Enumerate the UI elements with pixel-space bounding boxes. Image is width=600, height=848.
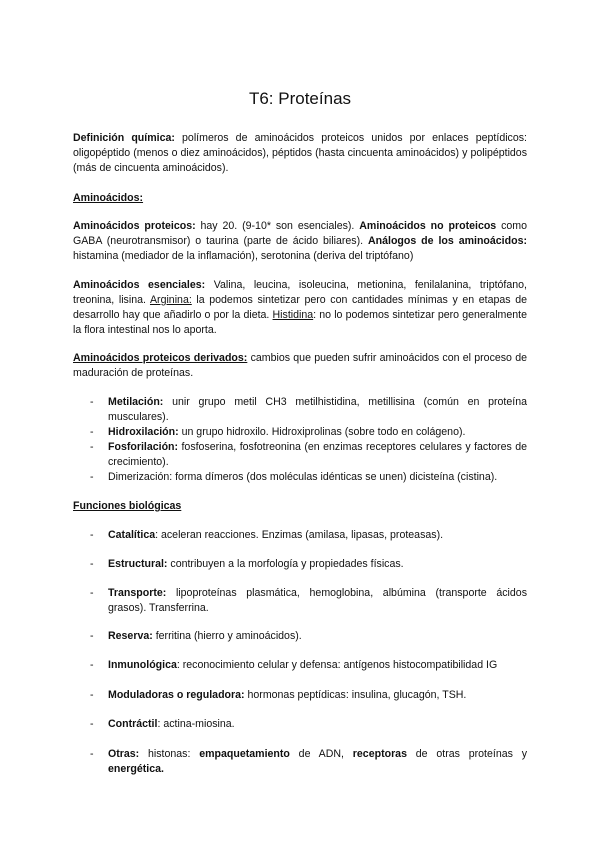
list-item <box>73 658 527 673</box>
dash-bullet: - <box>90 718 94 730</box>
dash-bullet: - <box>90 659 94 671</box>
arginina-label: Arginina: <box>149 294 192 306</box>
empaquetamiento-term: empaquetamiento <box>199 748 290 760</box>
metilacion-label: Metilación: <box>108 396 164 408</box>
contractil-text: : actina-miosina. <box>157 718 235 730</box>
hidroxilacion-text: un grupo hidroxilo. Hidroxiprolinas (sobre todo en colágeno). <box>178 426 466 438</box>
metilacion-text: unir grupo metil CH3 metilhistidina, metillisina (común en proteína musculares). <box>108 396 527 423</box>
estructural-text: contribuyen a la morfología y propiedades físicas. <box>167 558 404 570</box>
no-proteicos-label: Aminoácidos no proteicos <box>359 220 497 232</box>
fosforilacion-text: fosfoserina, fosfotreonina (en enzimas receptores celulares y factores de crecimiento). <box>108 441 527 468</box>
esenciales-text: Valina, leucina, isoleucina, metionina, fenilalanina, triptófano, treonina, lisina. <box>73 279 527 306</box>
aminoacidos-heading: Aminoácidos: <box>73 192 144 204</box>
funciones-list <box>73 586 527 616</box>
histidina-label: Histidina <box>272 309 314 321</box>
definicion-text: polímeros de aminoácidos proteicos unidos por enlaces peptídicos: oligopéptido (menos o diez aminoácidos), péptidos (hasta cincuenta aminoácidos) y polipéptidos (más de cincuenta aminoácidos). <box>73 132 527 174</box>
estructural-label: Estructural: <box>108 558 168 570</box>
derivados-list <box>73 395 527 485</box>
dash-bullet: - <box>90 396 94 408</box>
receptoras-term: receptoras <box>352 748 407 760</box>
definicion-paragraph <box>73 131 527 176</box>
list-item <box>73 528 527 543</box>
funciones-list <box>73 629 527 644</box>
contractil-label: Contráctil <box>108 718 158 730</box>
dimerizacion-text: Dimerización: forma dímeros (dos moléculas idénticas se unen) dicisteína (cistina). <box>108 471 498 483</box>
inmunologica-label: Inmunológica <box>108 659 177 671</box>
dash-bullet: - <box>90 471 94 483</box>
list-item <box>73 440 527 470</box>
funciones-list <box>73 688 527 703</box>
derivados-paragraph <box>73 351 527 381</box>
analogos-text: histamina (mediador de la inflamación), serotonina (deriva del triptófano) <box>73 250 414 262</box>
proteicos-text: hay 20. (9-10* son esenciales). <box>195 220 360 232</box>
derivados-label: Aminoácidos proteicos derivados: <box>73 352 248 364</box>
energetica-term: energética. <box>108 763 164 775</box>
proteicos-paragraph <box>73 219 527 264</box>
esenciales-label: Aminoácidos esenciales: <box>73 279 206 291</box>
dash-bullet: - <box>90 689 94 701</box>
fosforilacion-label: Fosforilación: <box>108 441 179 453</box>
histidina-text: : no lo podemos sintetizar pero generalmente la flora intestinal nos lo aporta. <box>73 309 527 336</box>
dash-bullet: - <box>90 529 94 541</box>
funciones-list <box>73 557 527 572</box>
list-item <box>73 395 527 425</box>
moduladoras-label: Moduladoras o reguladora: <box>108 689 245 701</box>
funciones-list <box>73 658 527 673</box>
inmunologica-text: : reconocimiento celular y defensa: antígenos histocompatibilidad IG <box>176 659 498 671</box>
definicion-label: Definición química: <box>73 132 175 144</box>
dash-bullet: - <box>90 558 94 570</box>
otras-list <box>73 747 527 777</box>
dash-bullet: - <box>90 426 94 438</box>
list-item <box>73 470 527 485</box>
list-item <box>73 629 527 644</box>
list-item <box>73 586 527 616</box>
otras-text: histonas: <box>139 748 200 760</box>
list-item <box>73 747 527 777</box>
otras-label: Otras: <box>108 748 140 760</box>
otras-text: de ADN, <box>289 748 353 760</box>
catalitica-text: : aceleran reacciones. Enzimas (amilasa, lipasas, proteasas). <box>155 529 444 541</box>
derivados-text: cambios que pueden sufrir aminoácidos con el proceso de maduración de proteínas. <box>73 352 527 379</box>
list-item <box>73 425 527 440</box>
dash-bullet: - <box>90 587 94 599</box>
funciones-list <box>73 717 527 732</box>
funciones-heading: Funciones biológicas <box>73 500 182 512</box>
no-proteicos-text: como GABA (neurotransmisor) o taurina (parte de ácido biliares). <box>73 220 528 247</box>
proteicos-label: Aminoácidos proteicos: <box>73 220 196 232</box>
esenciales-paragraph <box>73 278 527 338</box>
hidroxilacion-label: Hidroxilación: <box>108 426 179 438</box>
dash-bullet: - <box>90 441 94 453</box>
arginina-text: la podemos sintetizar pero con cantidades mínimas y en etapas de desarrollo hay que añadirlo o por la dieta. <box>73 294 527 321</box>
moduladoras-text: hormonas peptídicas: insulina, glucagón, TSH. <box>244 689 467 701</box>
reserva-label: Reserva: <box>108 630 153 642</box>
catalitica-label: Catalítica <box>108 529 156 541</box>
funciones-list <box>73 528 527 543</box>
otras-text: de otras proteínas y <box>406 748 527 760</box>
list-item <box>73 688 527 703</box>
transporte-text: lipoproteínas plasmática, hemoglobina, albúmina (transporte ácidos grasos). Transferrina. <box>108 587 527 614</box>
list-item <box>73 557 527 572</box>
reserva-text: ferritina (hierro y aminoácidos). <box>152 630 302 642</box>
dash-bullet: - <box>90 748 94 760</box>
dash-bullet: - <box>90 630 94 642</box>
transporte-label: Transporte: <box>108 587 167 599</box>
list-item <box>73 717 527 732</box>
analogos-label: Análogos de los aminoácidos: <box>367 235 527 247</box>
page-title: T6: Proteínas <box>248 89 352 108</box>
